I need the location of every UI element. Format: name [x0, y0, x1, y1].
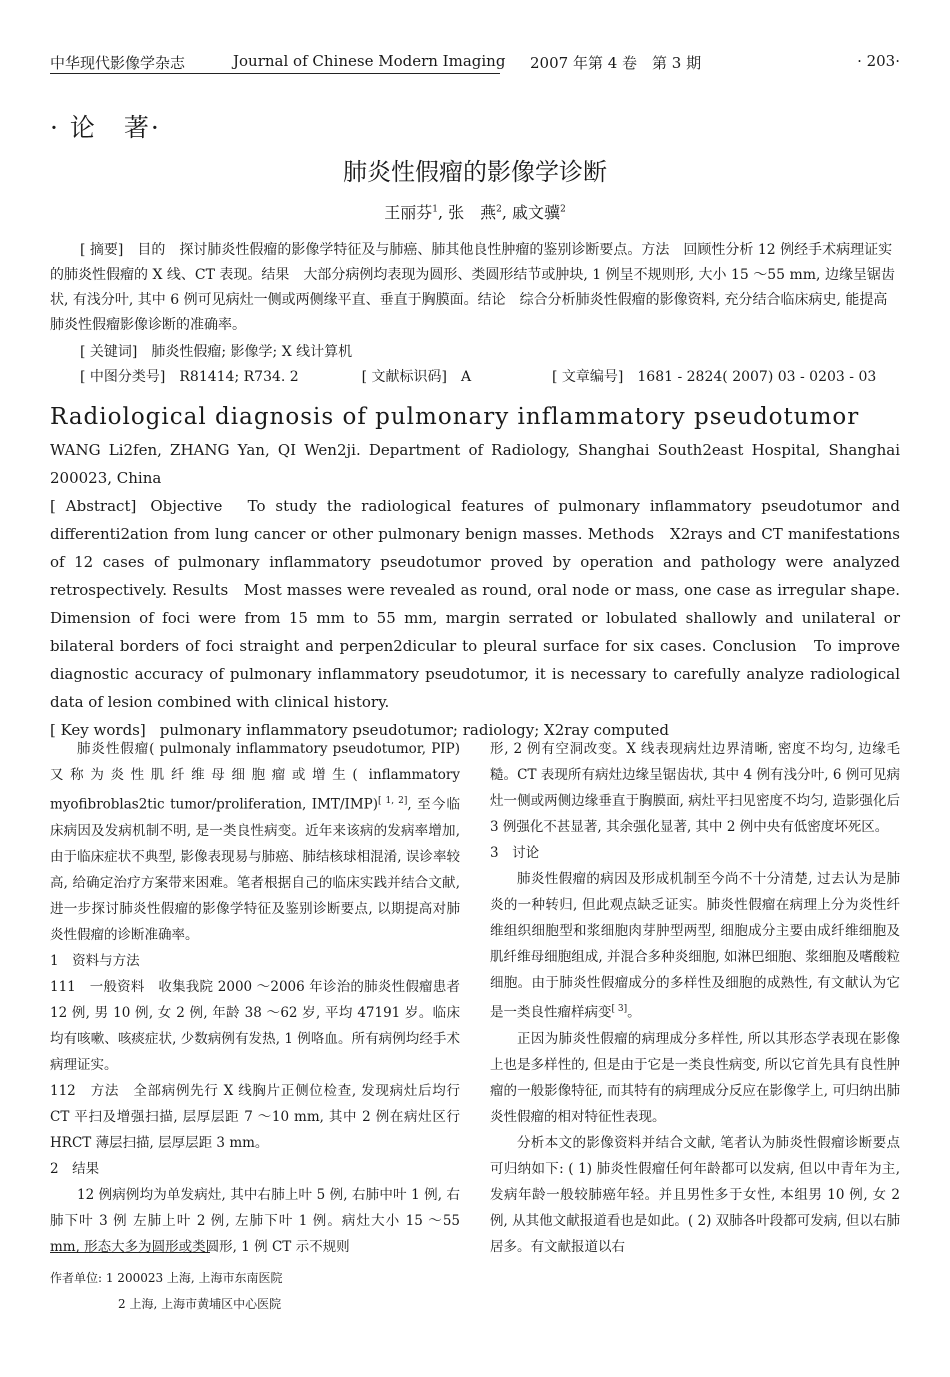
article-title-en: Radiological diagnosis of pulmonary inflammatory pseudotumor — [50, 404, 860, 430]
issue-info: 2007 年第 4 卷 第 3 期 — [530, 54, 702, 72]
page-number: · 203· — [857, 52, 900, 70]
clc-value: R81414; R734. 2 — [179, 369, 299, 385]
citation-ref: [ 1, 2] — [378, 796, 408, 806]
discussion-paragraph-1-end: 。 — [627, 1004, 641, 1021]
clc-label: [ 中图分类号] — [80, 369, 166, 385]
discussion-paragraph-3: 分析本文的影像资料并结合文献, 笔者认为肺炎性假瘤诊断要点可归纳如下: ( 1) 肺炎性假瘤任何年龄都可以发病, 但以中青年为主, 发病年龄一般较肺癌年轻。并且男性多于女性, 本组男 10 例, 女 2 例, 从其他文献报道看也是如此。( 2) 双肺各叶段都可发病, 但以右肺居多。有文献报道以右 — [490, 1134, 900, 1255]
keywords-cn-label: [ 关键词] — [80, 344, 138, 360]
footnote-affiliation-2: 2 上海, 上海市黄埔区中心医院 — [118, 1297, 282, 1311]
intro-text-cont: , 至今临床病因及发病机制不明, 是一类良性病变。近年来该病的发病率增加, 由于临床症状不典型, 影像表现易与肺癌、肺结核球相混淆, 误诊率较高, 给确定治疗方案带来困难。笔者根据自己的临床实践并结合文献, 进一步探讨肺炎性假瘤的影像学特征及鉴别诊断要点, 以期提高对肺炎性假瘤的诊断准确率。 — [50, 796, 460, 943]
heading-discussion: 3 讨论 — [490, 845, 540, 861]
running-header — [50, 52, 900, 76]
keywords-cn-text: 肺炎性假瘤; 影像学; X 线计算机 — [151, 344, 353, 360]
author-separator: , — [437, 203, 449, 222]
abstract-en-block — [50, 436, 900, 744]
general-data-paragraph: 111 一般资料 收集我院 2000 ～2006 年诊治的肺炎性假瘤患者 12 例, 男 10 例, 女 2 例, 年龄 38 ～62 岁, 平均 47191 岁。临床均有咳嗽、咳痰症状, 少数病例有发热, 1 例咯血。所有病例均经手术病理证实。 — [50, 978, 460, 1073]
author-3: 戚文骥 — [512, 203, 561, 222]
heading-results: 2 结果 — [50, 1160, 100, 1177]
heading-methods: 1 资料与方法 — [50, 952, 140, 969]
authors-en: WANG Li2fen, ZHANG Yan, QI Wen2ji. Department of Radiology, Shanghai South2east Hospital, Shanghai 200023, China — [50, 441, 900, 487]
methods-paragraph: 112 方法 全部病例先行 X 线胸片正侧位检查, 发现病灶后均行 CT 平扫及增强扫描, 层厚层距 7 ～10 mm, 其中 2 例在病灶区行 HRCT 薄层扫描, 层厚层距 3 mm。 — [50, 1082, 460, 1151]
keywords-en-label: [ Key words] — [50, 721, 146, 739]
results-continued: 形, 2 例有空洞改变。X 线表现病灶边界清晰, 密度不均匀, 边缘毛糙。CT 表现所有病灶边缘呈锯齿状, 其中 4 例有浅分叶, 6 例可见病灶一侧或两侧边缘垂直于胸膜面, 病灶平扫见密度不均匀, 造影强化后 3 例强化不甚显著, 其余强化显著, 其中 2 例中央有低密度坏死区。 — [490, 741, 900, 835]
discussion-paragraph-1: 肺炎性假瘤的病因及形成机制至今尚不十分清楚, 过去认为是肺炎的一种转归, 但此观点缺乏证实。肺炎性假瘤在病理上分为炎性纤维组织细胞型和浆细胞肉芽肿型两型, 细胞成分主要由成纤维细胞及肌纤维母细胞组成, 并混合多种炎细胞, 如淋巴细胞、浆细胞及嗜酸粒细胞。由于肺炎性假瘤成分的多样性及细胞的成熟性, 有文献认为它是一类良性瘤样病变 — [490, 871, 900, 1021]
authors-cn — [0, 200, 950, 223]
journal-name-en: Journal of Chinese Modern Imaging — [233, 52, 506, 70]
abstract-en-label: [ Abstract] — [50, 497, 137, 515]
results-paragraph: 12 例病例均为单发病灶, 其中右肺上叶 5 例, 右肺中叶 1 例, 右肺下叶 3 例 左肺上叶 2 例, 左肺下叶 1 例。病灶大小 15 ～55 mm, 形态大多为圆形或类圆形, 1 例 CT 示不规则 — [50, 1186, 460, 1255]
header-rule — [50, 73, 500, 74]
citation-ref: [ 3] — [611, 1004, 628, 1014]
intro-text: 肺炎性假瘤( pulmonaly inflammatory pseudotumor, PIP) 又称为炎性肌纤维母细胞瘤或增生( inflammatory myofibroblas2tic tumor/proliferation, IMT/IMP) — [50, 741, 460, 813]
article-number-label: [ 文章编号] — [552, 369, 624, 385]
discussion-paragraph-2: 正因为肺炎性假瘤的病理成分多样性, 所以其形态学表现在影像上也是多样性的, 但是由于它是一类良性病变, 所以它首先具有良性肿瘤的一般影像特征, 而其特有的病理成分反应在影像学上, 可归纳出肺炎性假瘤的相对特征性表现。 — [490, 1030, 900, 1125]
article-number-value: 1681 - 2824( 2007) 03 - 0203 - 03 — [637, 369, 877, 385]
abstract-en-text: Objective To study the radiological features of pulmonary inflammatory pseudotumor and differenti2ation from lung cancer or other pulmonary benign masses. Methods X2rays and CT manifestations of 12 cases of pulmonary inflammatory pseudotumor proved by operation and pathology were analyzed retrospectively. Results Most masses were revealed as round, oral node or mass, one case as irregular shape. Dimension of foci were from 15 mm to 55 mm, margin serrated or lobulated shallowly and unilateral or bilateral borders of foci straight and perpen2dicular to pleural surface for six cases. Conclusion To improve diagnostic accuracy of pulmonary inflammatory pseudotumor, it is necessary to carefully analyze radiological data of lesion combined with clinical history. — [50, 497, 900, 711]
footnote-rule — [50, 1252, 210, 1253]
abstract-cn-text: 目的 探讨肺炎性假瘤的影像学特征及与肺癌、肺其他良性肿瘤的鉴别诊断要点。方法 回顾性分析 12 例经手术病理证实的肺炎性假瘤的 X 线、CT 表现。结果 大部分病例均表现为圆形、类圆形结节或肿块, 1 例呈不规则形, 大小 15 ～55 mm, 边缘呈锯齿状, 有浅分叶, 其中 6 例可见病灶一侧或两侧缘平直、垂直于胸膜面。结论 综合分析肺炎性假瘤的影像资料, 充分结合临床病史, 能提高肺炎性假瘤影像诊断的准确率。 — [50, 242, 895, 333]
doc-code-value: A — [460, 369, 472, 385]
keywords-en-text: pulmonary inflammatory pseudotumor; radiology; X2ray computed — [159, 721, 670, 739]
journal-name-cn: 中华现代影像学杂志 — [50, 54, 186, 72]
abstract-cn-label: [ 摘要] — [80, 242, 124, 258]
author-2: 张 燕 — [448, 203, 497, 222]
abstract-cn — [50, 238, 900, 390]
author-1-affiliation: 1 — [432, 204, 438, 215]
body-column-left — [50, 736, 460, 1260]
article-title-cn: 肺炎性假瘤的影像学诊断 — [343, 158, 607, 186]
doc-code-label: [ 文献标识码] — [361, 369, 447, 385]
section-label: · 论 著· — [50, 113, 161, 142]
author-3-affiliation: 2 — [560, 204, 566, 215]
author-1: 王丽芬 — [384, 203, 433, 222]
author-separator: , — [501, 203, 513, 222]
author-2-affiliation: 2 — [496, 204, 502, 215]
footnote-affiliation-1: 作者单位: 1 200023 上海, 上海市东南医院 — [50, 1271, 283, 1285]
body-column-right — [490, 736, 900, 1260]
